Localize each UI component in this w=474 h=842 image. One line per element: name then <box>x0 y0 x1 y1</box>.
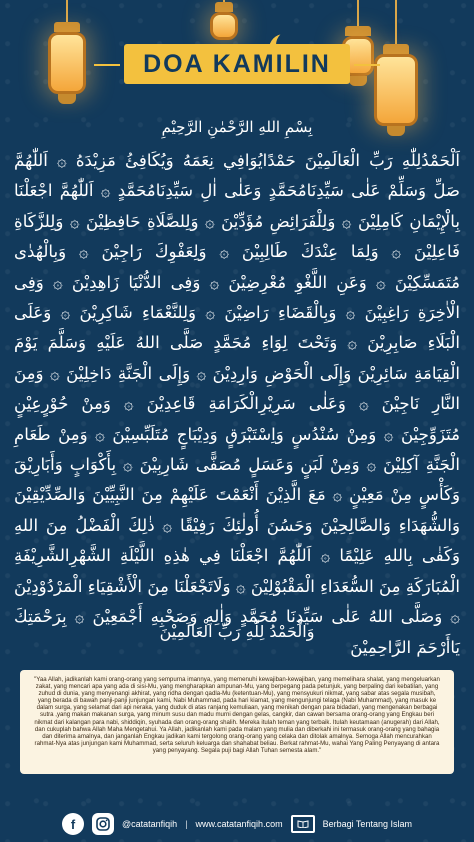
book-icon <box>291 815 315 833</box>
social-handle[interactable]: @catatanfiqih <box>122 819 178 829</box>
website-link[interactable]: www.catatanfiqih.com <box>195 819 283 829</box>
instagram-icon[interactable] <box>92 813 114 835</box>
page-title: DOA KAMILIN <box>143 49 331 78</box>
doa-arabic-text: اَلْحَمْدُلِلّٰهِ رَبِّ الْعَالَمِيْنَ حَمْدًايُوَافِي نِعَمَهُ وَيُكَافِئُ مَزِيْدَهُ ۞ اَللّٰهُمَّ صَلِّ وَسَلِّمْ عَلٰى سَيِّدِنَامُحَمَّدٍ وَعَلٰى اٰلِ سَيِّدِنَامُحَمَّدٍ ۞ اَللّٰهُمَّ اجْعَلْنَا بِالْإِيْمَانِ كَامِلِيْنَ ۞ وَلِلْفَرَائِضِ مُؤَدِّيْنَ ۞ وَلِلصَّلَاةِ حَافِظِيْنَ ۞ وَلِلزَّكَاةِ فَاعِلِيْنَ ۞ وَلِمَا عِنْدَكَ طَالِبِيْنَ ۞ وَلِعَفْوِكَ رَاجِيْنَ ۞ وَبِالْهُدٰى مُتَمَسِّكِيْنَ ۞ وَعَنِ اللَّغْوِ مُعْرِضِيْنَ ۞ وَفِى الدُّنْيَا زَاهِدِيْنَ ۞ وَفِى الْاٰخِرَةِ رَاغِبِيْنَ ۞ وَبِالْقَضَاءِ رَاضِيْنَ ۞ وَلِلنَّعْمَاءِ شَاكِرِيْنَ ۞ وَعَلَى الْبَلَاءِ صَابِرِيْنَ ۞ وَتَحْتَ لِوَاءِ مُحَمَّدٍ صَلَّى اللهُ عَلَيْهِ وَسَلَّمَ يَوْمَ الْقِيَامَةِ سَائِرِيْنَ وَإِلَى الْحَوْضِ وَارِدِيْنَ ۞ وَإِلَى الْجَنَّةِ دَاخِلِيْنَ ۞ وَمِنَ النَّارِ نَاجِيْنَ ۞ وَعَلٰى سَرِيْرِالْكَرَامَةِ قَاعِدِيْنَ ۞ وَمِنْ حُوْرٍعِيْنٍ مُتَزَوِّجِيْنَ ۞ وَمِنْ سُنْدُسٍ وَاِسْتَبْرَقٍ وَدِيْبَاجٍ مُتَلَبِّسِيْنَ ۞ وَمِنْ طَعَامِ الْجَنَّةِ آكِلِيْنَ ۞ وَمِنْ لَبَنٍ وَعَسَلٍ مُصَفًّى شَارِبِيْنَ ۞ بِأَكْوَابٍ وَأَبَارِيْقَ وَكَأْسٍ مِنْ مَعِيْنٍ ۞ مَعَ الَّذِيْنَ أَنْعَمْتَ عَلَيْهِمْ مِنَ النَّبِيِّيْنَ وَالصِّدِّيْقِيْنَ وَالشُّهَدَاءِ وَالصَّالِحِيْنَ وَحَسُنَ أُولٰئِكَ رَفِيْقًا ۞ ذٰلِكَ الْفَضْلُ مِنَ اللهِ وَكَفٰى بِاللهِ عَلِيْمًا ۞ اَللّٰهُمَّ اجْعَلْنَا فِي هٰذِهِ اللَّيْلَةِ الشَّهْرِالشَّرِيْفَةِ الْمُبَارَكَةِ مِنَ السُّعَدَاءِ الْمَقْبُوْلِيْنَ ۞ وَلَاتَجْعَلْنَا مِنَ الْأَشْقِيَاءِ الْمَرْدُوْدِيْنَ ۞ وَصَلَّى اللهُ عَلٰى سَيِّدِنَا مُحَمَّدٍ وَاٰلِهِ وَصَحْبِهِ أَجْمَعِيْنَ ۞ بِرَحْمَتِكَ يَاأَرْحَمَ الرَّاحِمِيْنَ <box>14 151 460 657</box>
title-banner <box>124 44 350 84</box>
translation-box <box>20 670 454 774</box>
doa-closing: وَالْحَمْدُ لِلّٰهِ رَبِّ الْعَالَمِيْنَ <box>159 622 315 641</box>
footer-tagline: Berbagi Tentang Islam <box>322 819 412 829</box>
lantern-icon <box>374 0 418 136</box>
basmalah: بِسْمِ اللهِ الرَّحْمٰنِ الرَّحِيْمِ <box>161 118 313 136</box>
lantern-icon <box>48 0 86 104</box>
translation-text: "Yaa Allah, jadikanlah kami orang-orang yang sempurna imannya, yang memenuhi kewajiban-kewajiban, yang memelihara shalat, yang mengeluarkan zakat, yang mencari apa yang ada di sisi-Mu, yang mengharapkan ampunan-Mu, yang berpegang pada petunjuk, yang berpaling dari kebatilan, yang zuhud di dunia, yang menyenangi akhirat, yang ridha dengan qadla-Mu (ketentuan-Mu), yang mensyukuri nikmat, yang sabar atas segala musibah, yang berada di bawah panji-panji junjungan kami, Nabi Muhammad, pada hari kiamat, yang mengunjungi telaga (Nabi Muhammad), yang masuk ke dalam surga, yang selamat dari api neraka, yang duduk di atas ranjang kemuliaan, yang menikah dengan para bidadari, yang mengenakan berbagai sutra ,yang makan makanan surga, yang minum susu dan madu murni dengan gelas, cangkir, dan cawan bersama orang-orang yang Engkau beri nikmat dari kalangan para nabi, shiddiqin, syuhada dan orang-orang shalih. Mereka itulah teman yang terbaik. Itulah keutamaan (anugerah) dari Allah, dan cukuplah bahwa Allah Maha Mengetahui. Ya Allah, jadikanlah kami pada malam yang mulia dan diberkahi ini termasuk orang-orang yang bahagia dan diterima amalnya, dan janganlah Engkau jadikan kami tergolong orang-orang yang celaka dan ditolak amalnya. Semoga Allah mencurahkan rahmat-Nya atas junjungan kami Muhammad, serta seluruh keluarga dan shahabat beliau. Berkat rahmat-Mu, wahai Yang Paling Penyayang di antara yang penyayang. Segala puji bagi Allah Tuhan semesta alam." <box>34 676 440 754</box>
footer-divider: | <box>185 819 188 829</box>
lantern-icon <box>210 0 238 40</box>
footer <box>0 806 474 842</box>
facebook-icon[interactable]: f <box>62 813 84 835</box>
